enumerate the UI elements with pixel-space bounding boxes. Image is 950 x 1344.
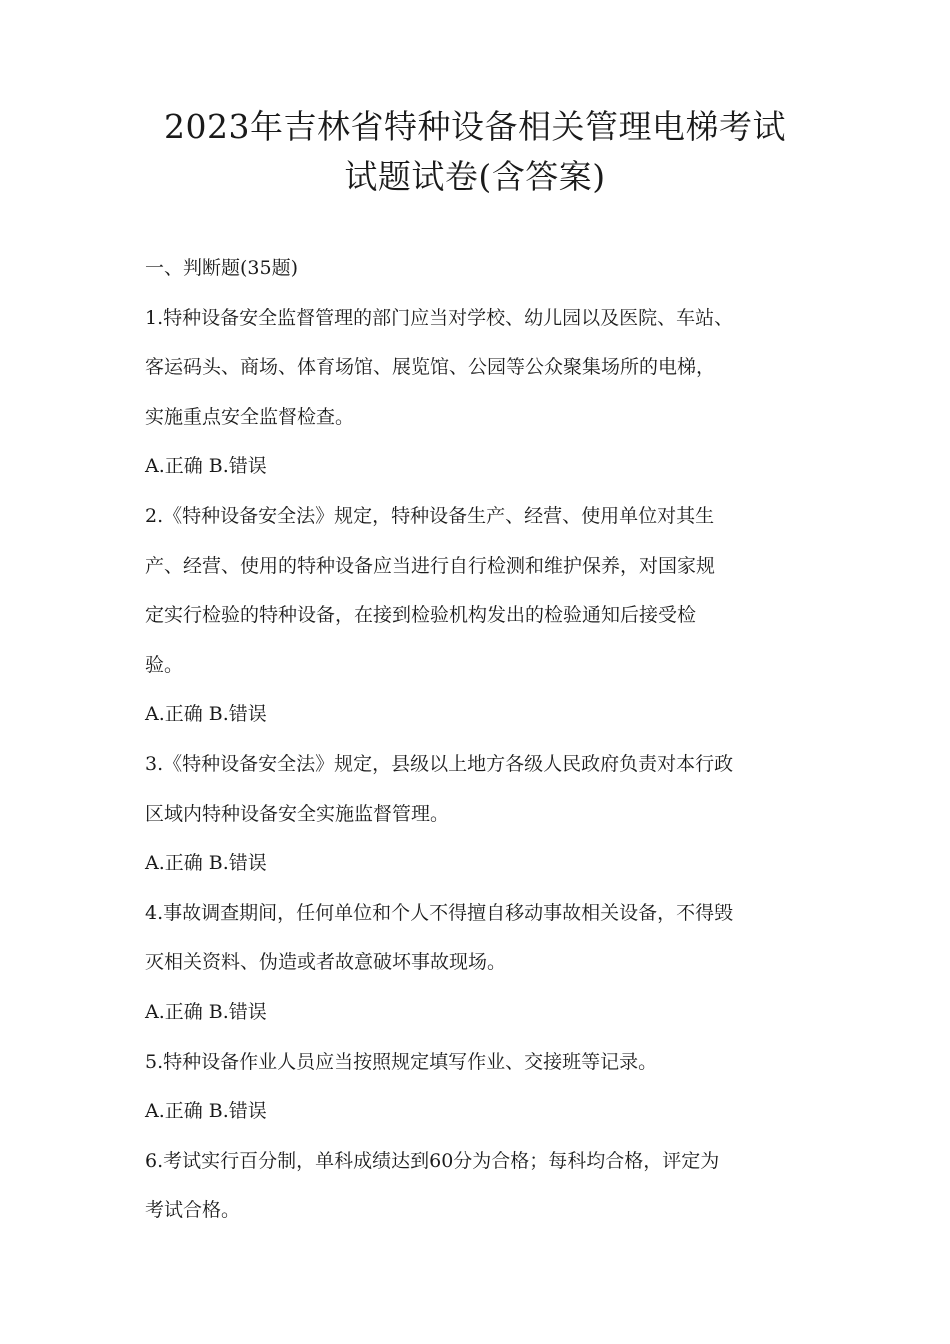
question-2-options: A.正确 B.错误 — [145, 703, 267, 726]
question-1-options: A.正确 B.错误 — [145, 455, 267, 478]
question-3 — [145, 740, 815, 839]
question-4 — [145, 889, 815, 988]
question-5 — [145, 1038, 815, 1088]
question-1 — [145, 294, 815, 443]
question-4-line-1: 4.事故调查期间，任何单位和个人不得擅自移动事故相关设备，不得毁 — [145, 901, 734, 924]
question-3-line-2: 区域内特种设备安全实施监督管理。 — [145, 802, 450, 825]
question-1-line-2: 客运码头、商场、体育场馆、展览馆、公园等公众聚集场所的电梯， — [145, 356, 716, 379]
document-title — [100, 102, 850, 202]
title-line-2: 试题试卷(含答案) — [344, 157, 606, 196]
question-2 — [145, 492, 815, 690]
question-6 — [145, 1137, 815, 1236]
section-heading: 一、判断题(35题) — [145, 257, 299, 279]
question-1-line-3: 实施重点安全监督检查。 — [145, 405, 355, 428]
question-5-options: A.正确 B.错误 — [145, 1100, 267, 1123]
question-2-line-2: 产、经营、使用的特种设备应当进行自行检测和维护保养，对国家规 — [145, 554, 716, 577]
question-6-line-1: 6.考试实行百分制，单科成绩达到60分为合格；每科均合格，评定为 — [145, 1149, 720, 1172]
question-3-options: A.正确 B.错误 — [145, 852, 267, 875]
question-2-line-4: 验。 — [145, 653, 184, 676]
question-4-line-2: 灭相关资料、伪造或者故意破坏事故现场。 — [145, 951, 507, 974]
title-line-1: 2023年吉林省特种设备相关管理电梯考试 — [164, 107, 786, 146]
question-5-line-1: 5.特种设备作业人员应当按照规定填写作业、交接班等记录。 — [145, 1050, 658, 1073]
question-1-line-1: 1.特种设备安全监督管理的部门应当对学校、幼儿园以及医院、车站、 — [145, 306, 734, 329]
question-3-line-1: 3.《特种设备安全法》规定，县级以上地方各级人民政府负责对本行政 — [145, 752, 734, 775]
question-4-options: A.正确 B.错误 — [145, 1000, 267, 1023]
question-6-line-2: 考试合格。 — [145, 1199, 241, 1222]
question-2-line-3: 定实行检验的特种设备，在接到检验机构发出的检验通知后接受检 — [145, 604, 697, 627]
document-body — [145, 244, 815, 1236]
question-2-line-1: 2.《特种设备安全法》规定，特种设备生产、经营、使用单位对其生 — [145, 504, 715, 527]
